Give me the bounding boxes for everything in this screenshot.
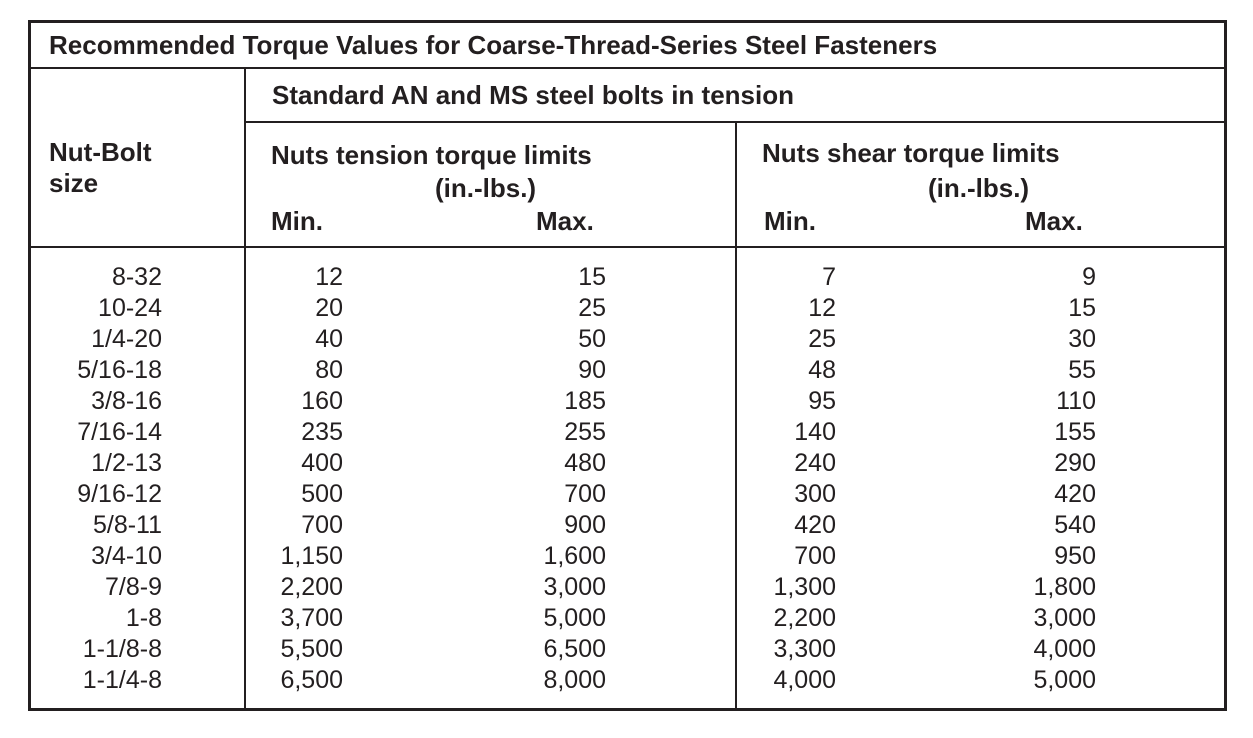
shear-min-cell: 48 <box>808 356 836 384</box>
size-column <box>40 262 162 696</box>
tension-min-cell: 235 <box>301 418 343 446</box>
shear-min-cell: 7 <box>822 263 836 291</box>
table-title: Recommended Torque Values for Coarse-Thread-Series Steel Fasteners <box>49 30 938 60</box>
tension-shear-divider <box>735 121 737 711</box>
tension-max-column <box>480 262 606 696</box>
shear-max-cell: 540 <box>1054 511 1096 539</box>
size-column-divider <box>244 67 246 711</box>
size-cell: 1/4-20 <box>91 325 162 353</box>
shear-max-cell: 4,000 <box>1033 635 1096 663</box>
shear-min-cell: 25 <box>808 325 836 353</box>
tension-min-cell: 5,500 <box>280 635 343 663</box>
row-header-line1: Nut-Bolt <box>49 137 152 167</box>
tension-max-cell: 25 <box>578 294 606 322</box>
tension-max-cell: 3,000 <box>543 573 606 601</box>
size-cell: 3/4-10 <box>91 542 162 570</box>
tension-max-label: Max. <box>536 206 594 236</box>
tension-max-cell: 900 <box>564 511 606 539</box>
tension-min-label: Min. <box>271 206 323 236</box>
shear-min-cell: 12 <box>808 294 836 322</box>
tension-max-cell: 5,000 <box>543 604 606 632</box>
shear-min-cell: 95 <box>808 387 836 415</box>
shear-min-cell: 420 <box>794 511 836 539</box>
tension-min-cell: 3,700 <box>280 604 343 632</box>
size-cell: 7/8-9 <box>105 573 162 601</box>
tension-min-cell: 80 <box>315 356 343 384</box>
tension-max-cell: 8,000 <box>543 666 606 694</box>
size-cell: 7/16-14 <box>77 418 162 446</box>
shear-min-cell: 3,300 <box>773 635 836 663</box>
tension-max-cell: 480 <box>564 449 606 477</box>
shear-min-cell: 1,300 <box>773 573 836 601</box>
shear-max-cell: 15 <box>1068 294 1096 322</box>
tension-min-cell: 6,500 <box>280 666 343 694</box>
tension-min-cell: 1,150 <box>280 542 343 570</box>
shear-max-column <box>970 262 1096 696</box>
size-cell: 1-1/4-8 <box>82 666 162 694</box>
size-cell: 10-24 <box>98 294 162 322</box>
shear-min-label: Min. <box>764 206 816 236</box>
size-cell: 5/8-11 <box>92 511 162 539</box>
row-header-line2: size <box>49 168 99 198</box>
shear-max-cell: 155 <box>1054 418 1096 446</box>
tension-min-cell: 40 <box>315 325 343 353</box>
tension-min-cell: 2,200 <box>280 573 343 601</box>
shear-header-line1: Nuts shear torque limits <box>762 138 1060 168</box>
tension-min-cell: 20 <box>315 294 343 322</box>
tension-max-cell: 700 <box>564 480 606 508</box>
tension-header-line2: (in.-lbs.) <box>435 173 537 203</box>
size-cell: 1-8 <box>125 604 162 632</box>
size-cell: 8-32 <box>111 263 162 291</box>
shear-min-cell: 300 <box>794 480 836 508</box>
tension-header-line1: Nuts tension torque limits <box>271 140 592 170</box>
tension-max-cell: 185 <box>564 387 606 415</box>
shear-min-cell: 700 <box>794 542 836 570</box>
header-bottom-divider <box>28 246 1227 248</box>
size-cell: 3/8-16 <box>91 387 162 415</box>
tension-max-cell: 50 <box>578 325 606 353</box>
tension-max-cell: 15 <box>578 263 606 291</box>
shear-min-cell: 2,200 <box>773 604 836 632</box>
size-cell: 9/16-12 <box>77 480 162 508</box>
shear-min-cell: 140 <box>794 418 836 446</box>
shear-max-cell: 110 <box>1056 387 1096 415</box>
shear-min-cell: 240 <box>794 449 836 477</box>
tension-max-cell: 255 <box>564 418 606 446</box>
shear-max-cell: 5,000 <box>1033 666 1096 694</box>
shear-max-label: Max. <box>1025 206 1083 236</box>
shear-header-line2: (in.-lbs.) <box>928 173 1030 203</box>
shear-max-cell: 950 <box>1054 542 1096 570</box>
shear-max-cell: 55 <box>1068 356 1096 384</box>
size-cell: 1/2-13 <box>91 449 162 477</box>
tension-min-column <box>250 262 343 696</box>
size-cell: 5/16-18 <box>77 356 162 384</box>
tension-max-cell: 90 <box>578 356 606 384</box>
shear-max-cell: 290 <box>1054 449 1096 477</box>
shear-max-cell: 3,000 <box>1033 604 1096 632</box>
shear-max-cell: 1,800 <box>1033 573 1096 601</box>
shear-max-cell: 9 <box>1082 263 1096 291</box>
shear-max-cell: 420 <box>1054 480 1096 508</box>
shear-max-cell: 30 <box>1068 325 1096 353</box>
tension-min-cell: 160 <box>301 387 343 415</box>
title-divider <box>28 67 1227 69</box>
group-header: Standard AN and MS steel bolts in tension <box>272 80 794 110</box>
tension-max-cell: 6,500 <box>543 635 606 663</box>
tension-max-cell: 1,600 <box>543 542 606 570</box>
shear-min-column <box>740 262 836 696</box>
tension-min-cell: 400 <box>301 449 343 477</box>
size-cell: 1-1/8-8 <box>82 635 162 663</box>
tension-min-cell: 500 <box>301 480 343 508</box>
tension-min-cell: 700 <box>301 511 343 539</box>
shear-min-cell: 4,000 <box>773 666 836 694</box>
tension-min-cell: 12 <box>315 263 343 291</box>
